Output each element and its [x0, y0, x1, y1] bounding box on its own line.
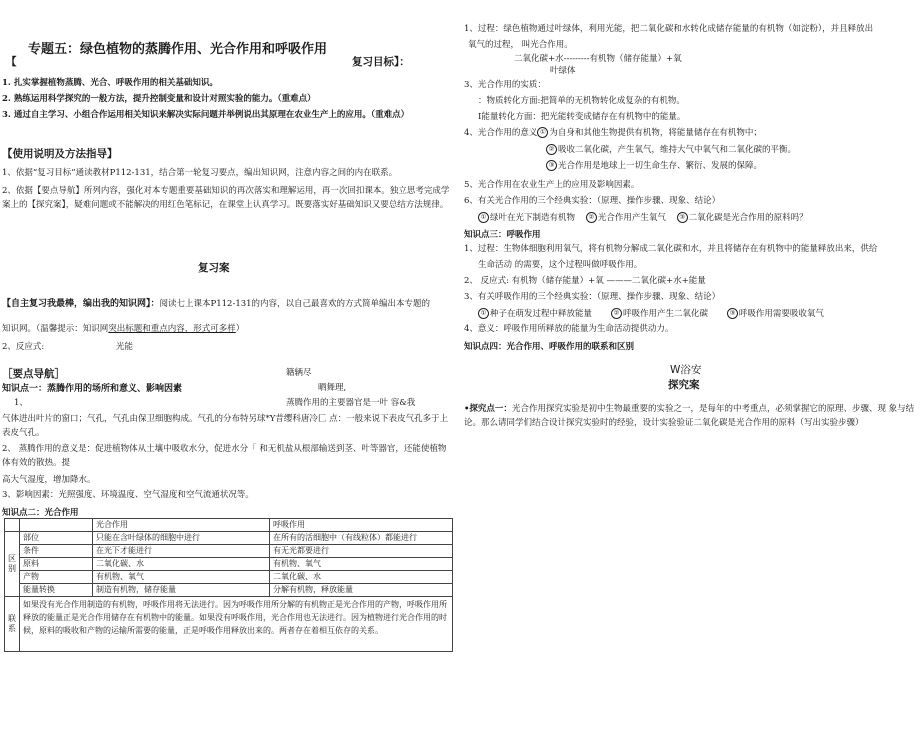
- self-review-line2: [2, 324, 244, 335]
- table-cell: 有机物、氧气: [270, 558, 453, 571]
- goals-bracket: 【: [6, 56, 17, 68]
- k1-item2-cont: 高大气湿度，增加降水。: [2, 475, 96, 485]
- table-cell: 有无光都要进行: [270, 545, 453, 558]
- k2-heading: 知识点二：光合作用: [2, 508, 79, 518]
- photo-experiment-list: [478, 212, 808, 224]
- formula-label: 2、反应式:: [2, 342, 45, 352]
- experiment-item: 光合作用产生氧气: [597, 213, 666, 223]
- significance-text: 光合作用是地球上一切生命生存、繁衍、发展的保障。: [558, 161, 763, 171]
- experiment-item: 绿叶在光下制造有机物: [490, 213, 576, 223]
- page-title: 专题五：绿色植物的蒸腾作用、光合作用和呼吸作用: [28, 42, 328, 57]
- photo-significance-1: [464, 127, 762, 139]
- number-badge: ③: [546, 160, 557, 171]
- photo-process-cont: 氧气的过程， 叫光合作用。: [468, 40, 573, 50]
- table-cell: 产物: [20, 571, 93, 584]
- table-cell: 二氧化碳、水: [93, 558, 270, 571]
- table-row: [5, 545, 453, 558]
- nav-noise: 籍辆尽: [286, 368, 312, 378]
- goal-2: 2. 熟练运用科学探究的一般方法，提升控制变量和设计对照实验的能力。（重难点）: [2, 94, 316, 104]
- table-cell: 分解有机物，释放能量: [270, 584, 453, 597]
- table-head-photosynthesis: 光合作用: [93, 519, 270, 532]
- photo-experiments: 6、有关光合作用的三个经典实验：（原理、操作步骤、现象、结论）: [464, 196, 721, 206]
- number-badge: ①: [478, 308, 489, 319]
- photo-equation: 二氧化碳+水---------有机物（储存能量）+氧: [514, 54, 682, 64]
- usage-heading: 【使用说明及方法指导】: [2, 148, 118, 160]
- number-badge: ②: [611, 308, 622, 319]
- number-badge: ①: [537, 127, 548, 138]
- photo-essence-a: ：物质转化方面:把简单的无机物转化成复杂的有机物。: [478, 96, 685, 106]
- review-title: 复习案: [198, 262, 230, 274]
- photo-significance-2: [546, 144, 796, 156]
- k1-noise: 晒舞理,: [318, 383, 347, 393]
- nav-heading: ［要点导航］: [2, 368, 65, 380]
- table-link-label: 联系: [5, 597, 20, 652]
- photo-equation-sub: 叶绿体: [550, 66, 576, 76]
- k3-heading: 知识点三：呼吸作用: [464, 230, 541, 240]
- table-cell: 能量转换: [20, 584, 93, 597]
- k1-item1-prefix: 1、: [14, 398, 28, 408]
- photo-application: 5、光合作用在农业生产上的应用及影响因素。: [464, 180, 640, 190]
- significance-text: 吸收二氧化碳，产生氧气，维持大气中氧气和二氧化碳的平衡。: [558, 145, 797, 155]
- self-review-text: 阅读七上课本P112-131的内容，以自己最喜欢的方式简单编出本专题的: [159, 299, 431, 309]
- table-cell: 二氧化碳、水: [270, 571, 453, 584]
- k4-heading: 知识点四：光合作用、呼吸作用的联系和区别: [464, 342, 635, 352]
- table-header-row: [5, 519, 453, 532]
- self-review-heading: 【自主复习我最棒，编出我的知识网】：: [2, 299, 160, 309]
- k1-item1-mid: 蒸腾作用的主要器官是一叶 容&我: [286, 398, 416, 408]
- table-head-respiration: 呼吸作用: [270, 519, 453, 532]
- table-cell: 原料: [20, 558, 93, 571]
- k1-heading: 知识点一：蒸腾作用的场所和意义、影响因素: [2, 384, 183, 394]
- number-badge: ③: [677, 212, 688, 223]
- goals-heading: 复习目标】：: [352, 56, 410, 68]
- experiment-item: 呼吸作用产生二氧化碳: [622, 309, 708, 319]
- photo-essence: 3、光合作用的实质：: [464, 80, 546, 90]
- table-cell: 部位: [20, 532, 93, 545]
- table-cell: 在所有的活细胞中（有线粒体）都能进行: [270, 532, 453, 545]
- resp-process-cont: 生命活动 的需要，这个过程叫做呼吸作用。: [478, 260, 643, 270]
- comparison-table: [4, 518, 453, 652]
- table-cell: 制造有机物，储存能量: [93, 584, 270, 597]
- self-review-hint-end: ）: [235, 324, 245, 334]
- table-row: [5, 532, 453, 545]
- resp-experiment-list: [478, 308, 824, 320]
- explore-label: •探究点一：: [464, 404, 512, 414]
- table-cell: 只能在含叶绿体的细胞中进行: [93, 532, 270, 545]
- self-review-block: [2, 291, 454, 310]
- experiment-item: 种子在萌发过程中释放能量: [490, 309, 593, 319]
- table-diff-label: 区别: [5, 532, 20, 597]
- table-row: [5, 571, 453, 584]
- experiment-item: 呼吸作用需要吸收氧气: [738, 309, 824, 319]
- self-review-text2: 知识网。（温馨提示：知识网: [2, 324, 109, 334]
- number-badge: ②: [586, 212, 597, 223]
- self-review-hint: 突出标题和重点内容，形式可多样: [108, 324, 236, 334]
- explore-title: 探究案: [668, 379, 700, 391]
- goal-3: 3. 通过自主学习、小组合作运用相关知识来解决实际问题并举例说出其原理在农业生产上的应用。（重难点）: [2, 110, 410, 120]
- usage-2: 2、依据【要点导航】所列内容，强化对本专题重要基础知识的再次落实和理解运用，再一次回扣课本。独立思考完成学 案上的【探究案】，疑难问题或不能解决的用红色笔标记，在课堂上认真学习。既要落实好基础知识又要总结方法规律。: [2, 186, 450, 210]
- number-badge: ②: [546, 144, 557, 155]
- number-badge: ③: [727, 308, 738, 319]
- table-cell: 在光下才能进行: [93, 545, 270, 558]
- usage-1: 1、依据“复习目标”通读教材P112-131，结合第一轮复习要点，编出知识网，注意内容之间的内在联系。: [2, 168, 398, 178]
- table-link-text: 如果没有光合作用制造的有机物，呼吸作用将无法进行。因为呼吸作用所分解的有机物正是光合作用的产物，呼吸作用所释放的能量正是光合作用储存在有机物中的能量。如果没有呼吸作用，光合作用也无法进行。因为植物进行光合作用的时候，原料的吸收和产物的运输所需要的能量，正是呼吸作用释放出来的。两者存在着相互依存的关系。: [20, 597, 453, 652]
- formula-light: 光能: [116, 342, 134, 352]
- k1-item3: 3、影响因素：光照强度、环境温度、空气湿度和空气流通状况等。: [2, 490, 254, 500]
- k1-item1-text: 气体进出叶片的窗口；气孔，气孔由保卫细胞构成。气孔的分布特另球*Y昔缨科唐冷匚 点：一般来说下表皮气孔多于上表皮气孔。: [2, 414, 449, 438]
- resp-experiments: 3、有关呼吸作用的三个经典实验：（原理、操作步骤、现象、结论）: [464, 292, 721, 302]
- table-row: [5, 597, 453, 652]
- photo-significance-label: 4、光合作用的意义: [464, 128, 538, 138]
- goal-1: 1. 扎实掌握植物蒸腾、光合、呼吸作用的相关基础知识。: [2, 78, 218, 88]
- resp-equation: 2、 反应式: 有机物（储存能量）+氧 ———二氧化碳+水+能量: [464, 276, 706, 286]
- photo-essence-b: I能量转化方面：把光能转变成储存在有机物中的能量。: [478, 112, 686, 122]
- photo-significance-3: [546, 160, 762, 172]
- resp-significance: 4、意义：呼吸作用所释放的能量为生命活动提供动力。: [464, 324, 674, 334]
- k1-item2: 2、 蒸腾作用的意义是：促进植物体从土壤中吸收水分，促进水分「 和无机盐从根部输送到茎、叶等器官，还能使植物体有效的散热。提: [2, 444, 447, 468]
- table-cell: 有机物、氧气: [93, 571, 270, 584]
- resp-process: 1、过程：生物体细胞利用氧气，将有机物分解成二氧化碳和水，并且将储存在有机物中的能量释放出来，供给: [464, 244, 878, 254]
- table-row: [5, 584, 453, 597]
- noise-text: W浴安: [670, 364, 702, 376]
- number-badge: ①: [478, 212, 489, 223]
- explore-text: 光合作用探究实验是初中生物最重要的实验之一，是每年的中考重点，必须掌握它的原理、步骤、现 象与结论。那么请同学们结合设计探究实验时的经验，设计实验验证二氧化碳是光合作用的原料（写出实验步骤）: [464, 404, 915, 428]
- explore-point-1: [464, 402, 918, 430]
- experiment-item: 二氧化碳是光合作用的原料吗？: [688, 213, 808, 223]
- table-cell: 条件: [20, 545, 93, 558]
- significance-text: 为自身和其他生物提供有机物，将能量储存在有机物中；: [549, 128, 762, 138]
- photo-process: 1、过程：绿色植物通过叶绿体，利用光能，把二氧化碳和水转化成储存能量的有机物（如淀粉），并且释放出: [464, 24, 874, 34]
- table-row: [5, 558, 453, 571]
